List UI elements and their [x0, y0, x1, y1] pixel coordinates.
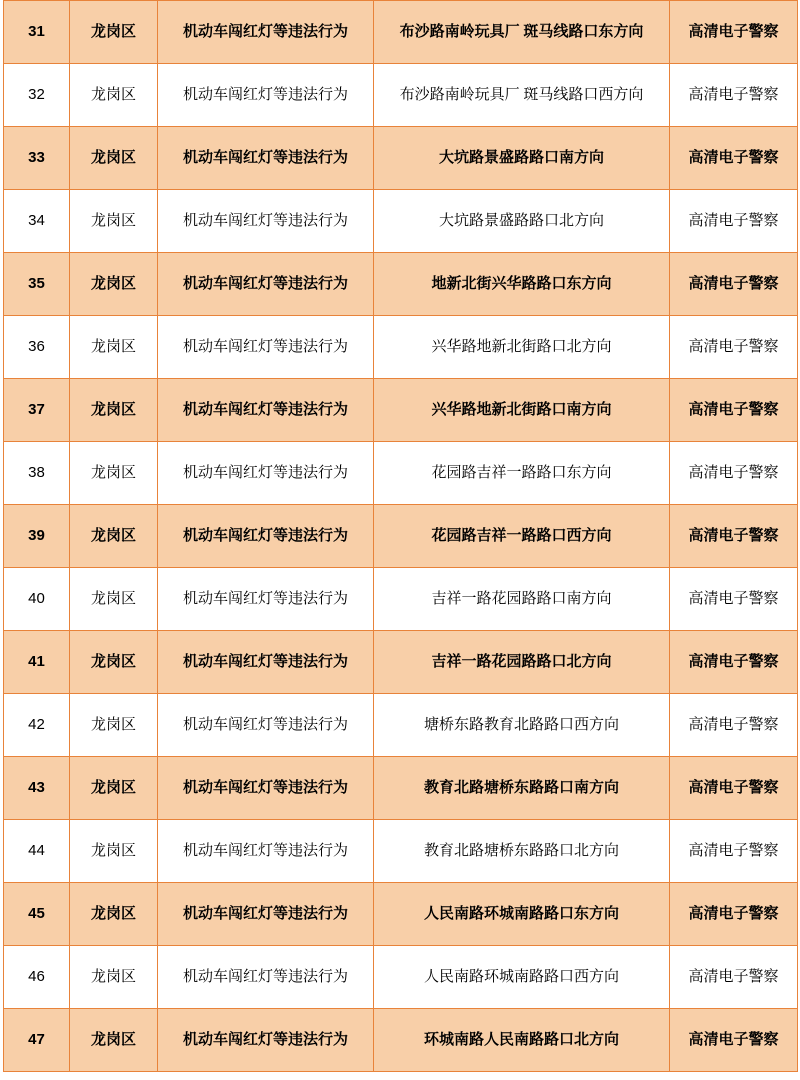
cell-district: 龙岗区 — [70, 820, 158, 883]
cell-violation-type: 机动车闯红灯等违法行为 — [158, 631, 374, 694]
cell-device: 高清电子警察 — [670, 379, 798, 442]
cell-violation-type: 机动车闯红灯等违法行为 — [158, 127, 374, 190]
cell-index: 43 — [4, 757, 70, 820]
cell-device: 高清电子警察 — [670, 505, 798, 568]
cell-location: 教育北路塘桥东路路口北方向 — [374, 820, 670, 883]
cell-location: 塘桥东路教育北路路口西方向 — [374, 694, 670, 757]
cell-location: 布沙路南岭玩具厂 斑马线路口西方向 — [374, 64, 670, 127]
cell-violation-type: 机动车闯红灯等违法行为 — [158, 883, 374, 946]
cell-district: 龙岗区 — [70, 127, 158, 190]
table-row — [4, 1, 798, 64]
table-row — [4, 820, 798, 883]
cell-device: 高清电子警察 — [670, 820, 798, 883]
cell-location: 地新北街兴华路路口东方向 — [374, 253, 670, 316]
cell-location: 吉祥一路花园路路口南方向 — [374, 568, 670, 631]
table-row — [4, 694, 798, 757]
table-row — [4, 946, 798, 1009]
cell-violation-type: 机动车闯红灯等违法行为 — [158, 1, 374, 64]
cell-district: 龙岗区 — [70, 946, 158, 1009]
cell-violation-type: 机动车闯红灯等违法行为 — [158, 568, 374, 631]
cell-index: 47 — [4, 1009, 70, 1072]
cell-district: 龙岗区 — [70, 694, 158, 757]
cell-district: 龙岗区 — [70, 568, 158, 631]
table-row — [4, 316, 798, 379]
cell-device: 高清电子警察 — [670, 64, 798, 127]
violation-table — [3, 0, 798, 1072]
cell-index: 44 — [4, 820, 70, 883]
cell-district: 龙岗区 — [70, 883, 158, 946]
cell-device: 高清电子警察 — [670, 1009, 798, 1072]
cell-violation-type: 机动车闯红灯等违法行为 — [158, 1009, 374, 1072]
cell-location: 花园路吉祥一路路口西方向 — [374, 505, 670, 568]
table-row — [4, 379, 798, 442]
cell-device: 高清电子警察 — [670, 694, 798, 757]
cell-device: 高清电子警察 — [670, 253, 798, 316]
cell-location: 人民南路环城南路路口东方向 — [374, 883, 670, 946]
cell-device: 高清电子警察 — [670, 568, 798, 631]
cell-violation-type: 机动车闯红灯等违法行为 — [158, 694, 374, 757]
cell-district: 龙岗区 — [70, 757, 158, 820]
cell-index: 38 — [4, 442, 70, 505]
cell-location: 布沙路南岭玩具厂 斑马线路口东方向 — [374, 1, 670, 64]
cell-violation-type: 机动车闯红灯等违法行为 — [158, 946, 374, 1009]
cell-district: 龙岗区 — [70, 64, 158, 127]
cell-index: 39 — [4, 505, 70, 568]
cell-location: 教育北路塘桥东路路口南方向 — [374, 757, 670, 820]
cell-index: 31 — [4, 1, 70, 64]
cell-location: 兴华路地新北街路口南方向 — [374, 379, 670, 442]
violation-table-body — [4, 1, 798, 1072]
cell-district: 龙岗区 — [70, 190, 158, 253]
cell-district: 龙岗区 — [70, 316, 158, 379]
cell-district: 龙岗区 — [70, 253, 158, 316]
cell-index: 42 — [4, 694, 70, 757]
table-row — [4, 190, 798, 253]
cell-index: 32 — [4, 64, 70, 127]
cell-violation-type: 机动车闯红灯等违法行为 — [158, 253, 374, 316]
cell-device: 高清电子警察 — [670, 127, 798, 190]
cell-index: 40 — [4, 568, 70, 631]
table-row — [4, 505, 798, 568]
table-row — [4, 631, 798, 694]
cell-violation-type: 机动车闯红灯等违法行为 — [158, 820, 374, 883]
table-row — [4, 442, 798, 505]
cell-index: 33 — [4, 127, 70, 190]
cell-violation-type: 机动车闯红灯等违法行为 — [158, 379, 374, 442]
cell-index: 41 — [4, 631, 70, 694]
cell-district: 龙岗区 — [70, 1, 158, 64]
table-row — [4, 883, 798, 946]
cell-index: 34 — [4, 190, 70, 253]
cell-location: 人民南路环城南路路口西方向 — [374, 946, 670, 1009]
table-row — [4, 1009, 798, 1072]
cell-device: 高清电子警察 — [670, 190, 798, 253]
cell-violation-type: 机动车闯红灯等违法行为 — [158, 505, 374, 568]
cell-device: 高清电子警察 — [670, 757, 798, 820]
cell-device: 高清电子警察 — [670, 1, 798, 64]
cell-violation-type: 机动车闯红灯等违法行为 — [158, 64, 374, 127]
cell-index: 35 — [4, 253, 70, 316]
cell-district: 龙岗区 — [70, 379, 158, 442]
cell-location: 兴华路地新北街路口北方向 — [374, 316, 670, 379]
cell-location: 吉祥一路花园路路口北方向 — [374, 631, 670, 694]
cell-district: 龙岗区 — [70, 442, 158, 505]
table-row — [4, 127, 798, 190]
cell-location: 环城南路人民南路路口北方向 — [374, 1009, 670, 1072]
table-row — [4, 568, 798, 631]
table-row — [4, 64, 798, 127]
table-row — [4, 757, 798, 820]
cell-district: 龙岗区 — [70, 1009, 158, 1072]
cell-district: 龙岗区 — [70, 505, 158, 568]
cell-index: 36 — [4, 316, 70, 379]
cell-device: 高清电子警察 — [670, 946, 798, 1009]
cell-violation-type: 机动车闯红灯等违法行为 — [158, 316, 374, 379]
cell-location: 大坑路景盛路路口南方向 — [374, 127, 670, 190]
cell-device: 高清电子警察 — [670, 883, 798, 946]
cell-violation-type: 机动车闯红灯等违法行为 — [158, 442, 374, 505]
cell-location: 花园路吉祥一路路口东方向 — [374, 442, 670, 505]
cell-location: 大坑路景盛路路口北方向 — [374, 190, 670, 253]
cell-district: 龙岗区 — [70, 631, 158, 694]
cell-violation-type: 机动车闯红灯等违法行为 — [158, 757, 374, 820]
cell-device: 高清电子警察 — [670, 316, 798, 379]
cell-index: 37 — [4, 379, 70, 442]
cell-device: 高清电子警察 — [670, 631, 798, 694]
cell-index: 45 — [4, 883, 70, 946]
cell-violation-type: 机动车闯红灯等违法行为 — [158, 190, 374, 253]
table-row — [4, 253, 798, 316]
cell-index: 46 — [4, 946, 70, 1009]
cell-device: 高清电子警察 — [670, 442, 798, 505]
